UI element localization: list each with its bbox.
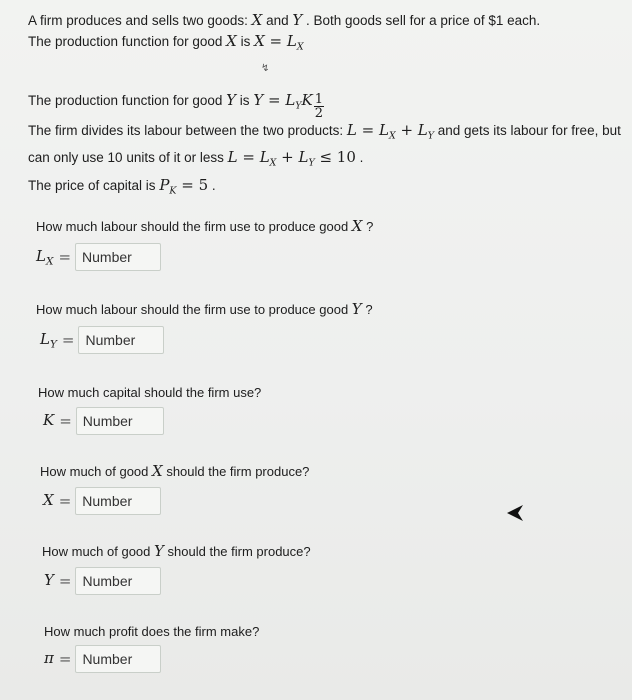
question-capital: How much capital should the firm use? (38, 385, 262, 400)
intro-line-1: A firm produces and sells two goods: X and Y . Both goods sell for a price of $1 each. (28, 11, 541, 29)
intro-line-4: The firm divides its labour between the two products: $L = L_X + L_Y$ and gets its labour for free, but (28, 121, 621, 142)
problem-statement (28, 10, 624, 201)
answer-row-labour-x: $L_X$ = Number (36, 240, 161, 274)
answer-label: Y (44, 570, 54, 589)
capital-input[interactable] (76, 407, 164, 435)
question-labour-y: How much labour should the firm use to produce good Y ? (36, 300, 373, 318)
output-y-input[interactable] (75, 567, 161, 595)
answer-row-output-x: X = Number (43, 484, 161, 518)
answer-row-labour-y: $L_Y$ = Number (40, 323, 164, 357)
answer-label: K (43, 410, 55, 429)
answer-row-profit: π = Number (44, 642, 161, 676)
stray-mark-icon: ↯ (261, 63, 270, 74)
answer-label: π (44, 648, 54, 667)
answer-row-capital: K = Number (43, 404, 164, 438)
profit-input[interactable] (75, 645, 161, 673)
output-x-input[interactable] (75, 487, 161, 515)
answer-label: $L_X$ (36, 246, 54, 268)
answer-label: $L_Y$ (40, 329, 57, 351)
answer-row-output-y: Y = Number (44, 564, 161, 598)
question-labour-x: How much labour should the firm use to produce good X ? (36, 217, 374, 235)
intro-line-2: The production function for good X is $X = L_X$ (28, 32, 304, 53)
question-output-y: How much of good Y should the firm produce? (42, 542, 311, 560)
labour-y-input[interactable] (78, 326, 164, 354)
question-output-x: How much of good X should the firm produce? (40, 462, 310, 480)
exponent-fraction: $\frac{1}{2}$ (314, 92, 324, 122)
intro-line-6: The price of capital is $P_K = 5$ . (28, 175, 216, 197)
intro-line-3: The production function for good Y is $Y = L_YK$ $\frac{1}{2}$ (28, 91, 324, 122)
labour-x-input[interactable] (75, 243, 161, 271)
question-profit: How much profit does the firm make? (44, 624, 260, 639)
mouse-cursor-icon (506, 504, 524, 522)
intro-line-5: can only use 10 units of it or less $L = L_X + L_Y \le 10$ . (28, 147, 364, 168)
answer-label: X (43, 490, 54, 509)
